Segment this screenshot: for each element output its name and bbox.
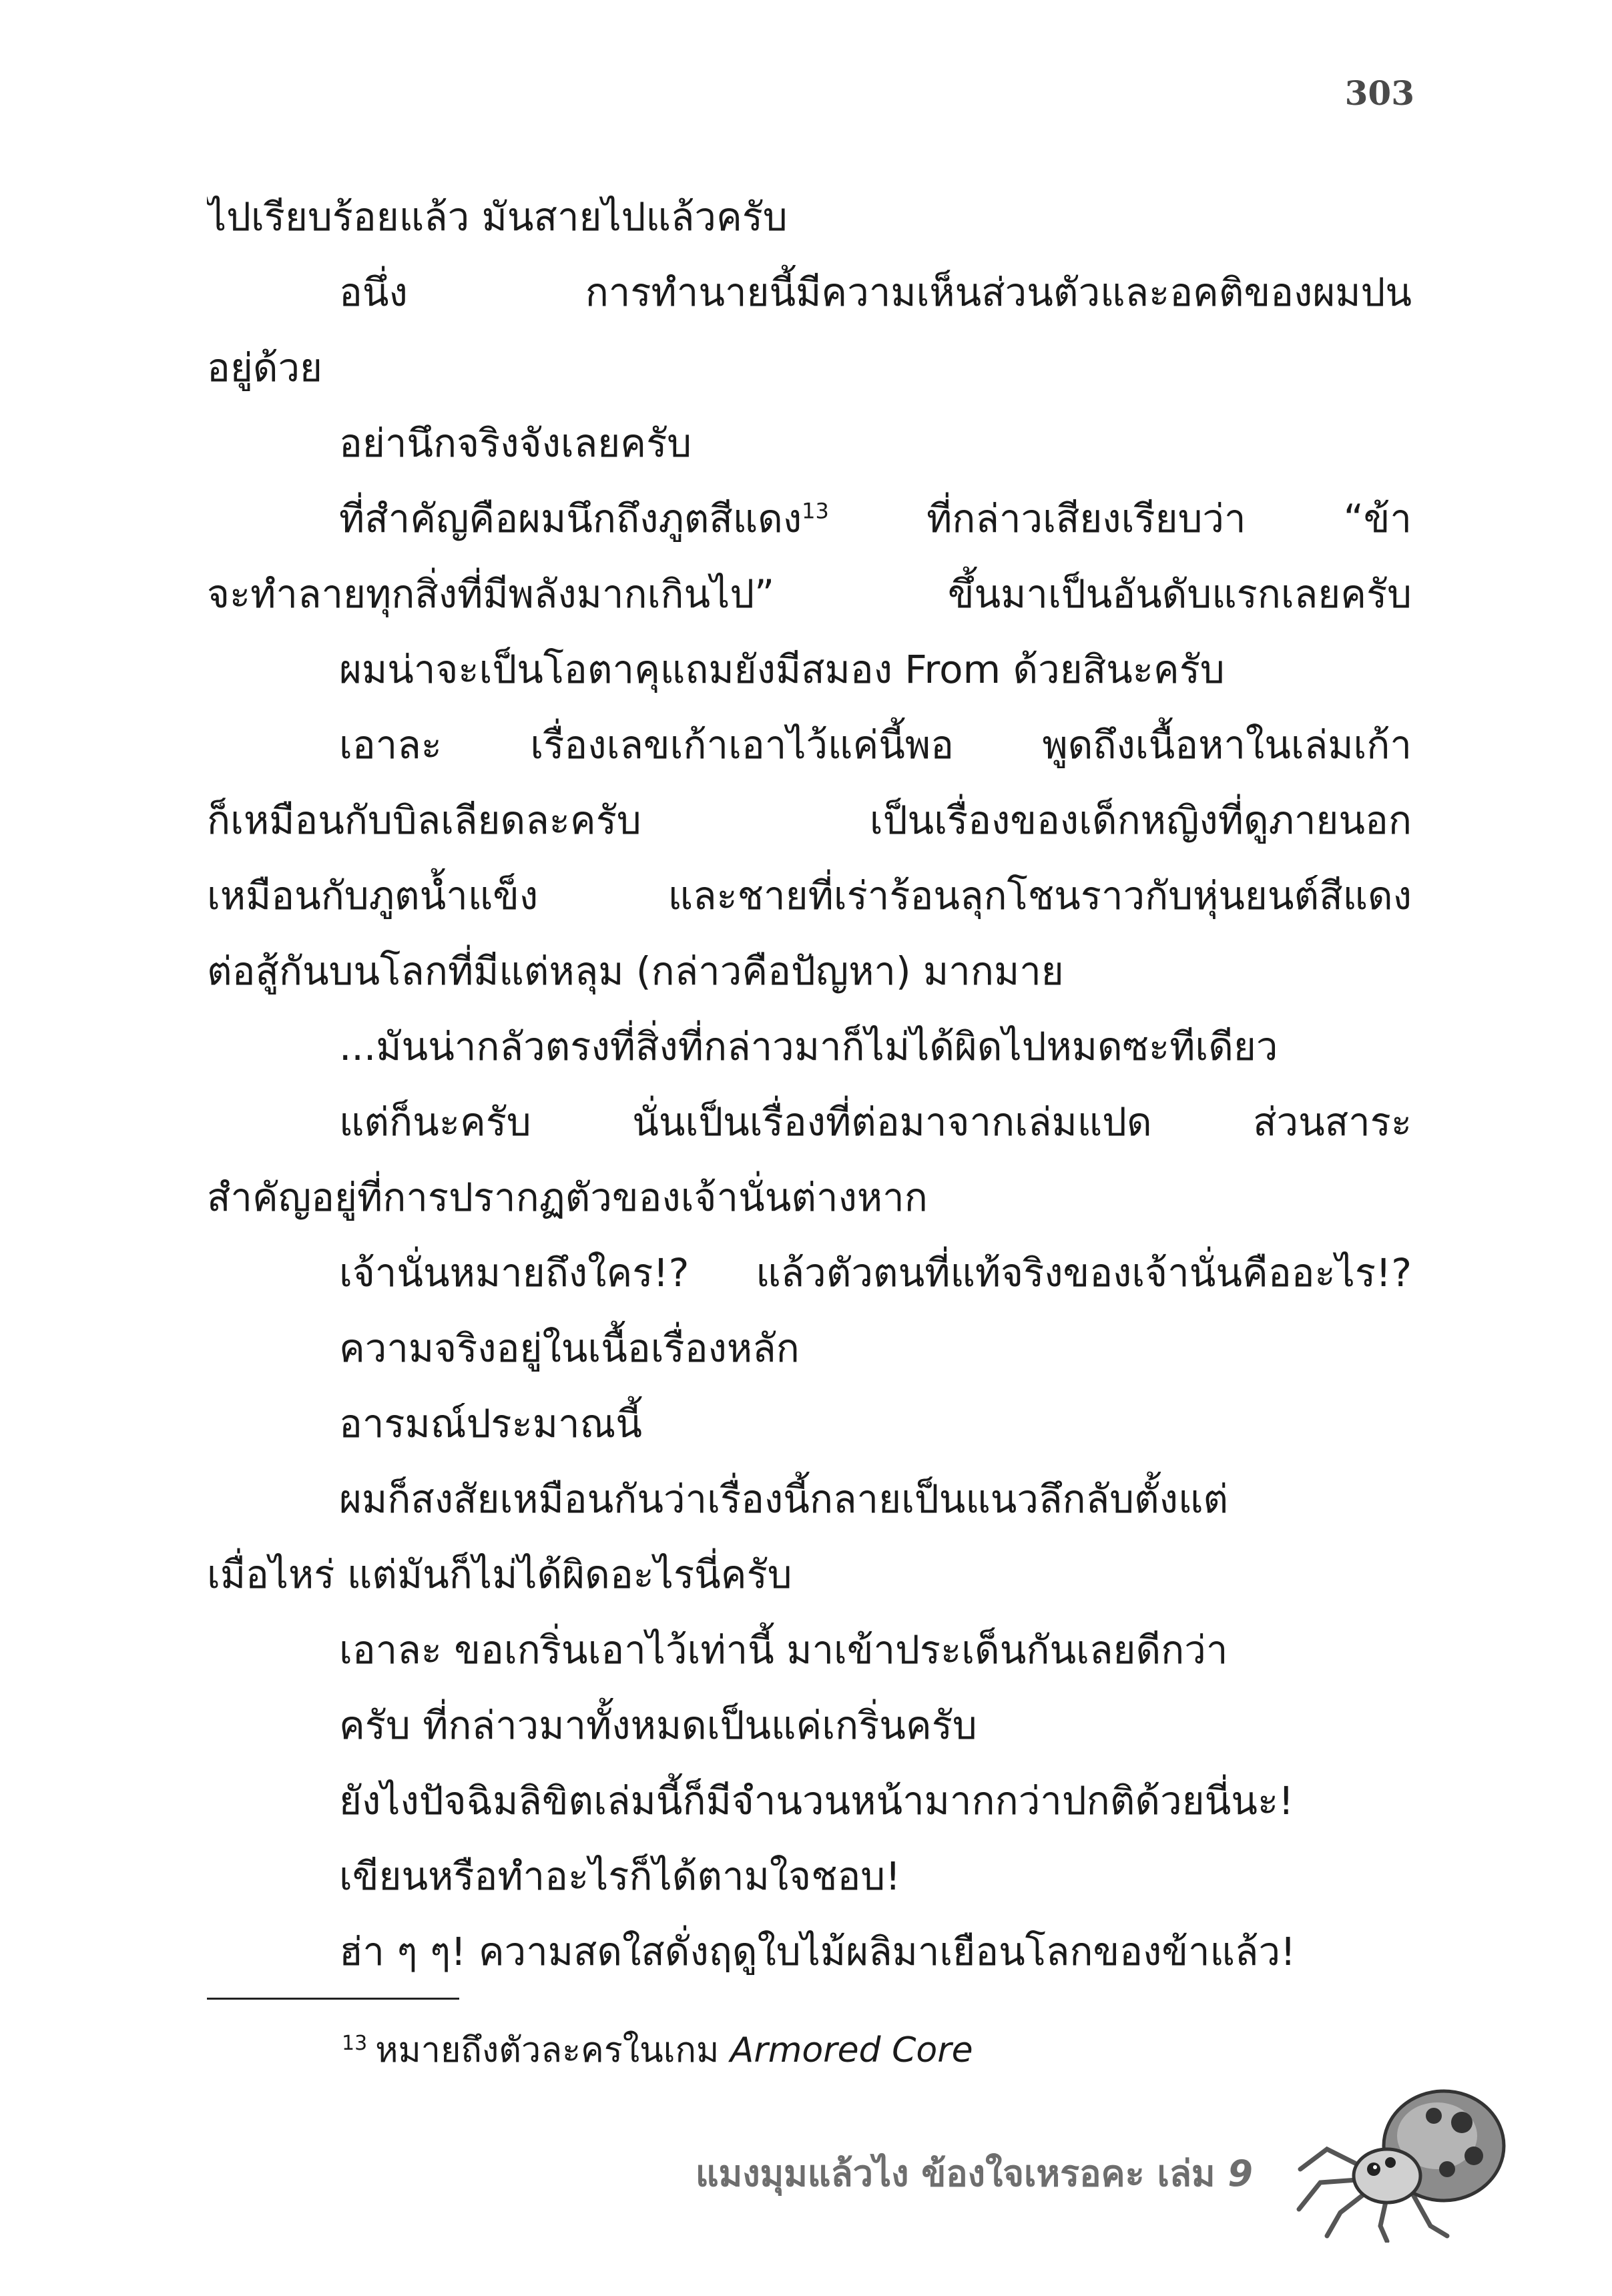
text-fragment: ที่สำคัญคือผมนึกถึงภูตสีแดง bbox=[339, 496, 802, 541]
text-line: ความจริงอยู่ในเนื้อเรื่องหลัก bbox=[339, 1326, 800, 1371]
book-title: แมงมุมแล้วไง ข้องใจเหรอคะ เล่ม bbox=[695, 2152, 1228, 2195]
text-line: ต่อสู้กันบนโลกที่มีแต่หลุม (กล่าวคือปัญหา) มากมาย bbox=[207, 948, 1064, 994]
text-line: เขียนหรือทำอะไรก็ได้ตามใจชอบ! bbox=[339, 1853, 901, 1899]
text-fragment: ที่กล่าวเสียงเรียบว่า “ข้า bbox=[926, 496, 1412, 541]
text-line: เอาละ เรื่องเลขเก้าเอาไว้แค่นี้พอ พูดถึงเนื้อหาในเล่มเก้า bbox=[339, 722, 1412, 768]
footnote-game-title: Armored Core bbox=[730, 2030, 973, 2070]
text-line: แต่ก็นะครับ นั่นเป็นเรื่องที่ต่อมาจากเล่มแปด ส่วนสาระ bbox=[339, 1099, 1412, 1145]
text-line: เอาละ ขอเกริ่นเอาไว้เท่านี้ มาเข้าประเด็นกันเลยดีกว่า bbox=[339, 1627, 1228, 1673]
footnote-reference[interactable]: 13 bbox=[802, 498, 829, 524]
footnote-divider bbox=[207, 1998, 459, 2000]
text-line: อย่านึกจริงจังเลยครับ bbox=[339, 420, 692, 466]
text-line: เมื่อไหร่ แต่มันก็ไม่ได้ผิดอะไรนี่ครับ bbox=[207, 1552, 792, 1597]
text-line: เหมือนกับภูตน้ำแข็ง และชายที่เร่าร้อนลุกโชนราวกับหุ่นยนต์สีแดง bbox=[207, 873, 1412, 918]
text-line: เจ้านั่นหมายถึงใคร!? แล้วตัวตนที่แท้จริงของเจ้านั่นคืออะไร!? bbox=[339, 1250, 1412, 1296]
spider-icon bbox=[1287, 2069, 1507, 2243]
text-line: ผมก็สงสัยเหมือนกันว่าเรื่องนี้กลายเป็นแนวลึกลับตั้งแต่ bbox=[339, 1476, 1229, 1522]
text-line-with-footnote bbox=[339, 489, 1412, 549]
text-line: ฮ่า ๆ ๆ! ความสดใสดั่งฤดูใบไม้ผลิมาเยือนโลกของข้าแล้ว! bbox=[339, 1929, 1296, 1974]
running-footer bbox=[696, 2144, 1253, 2202]
text-line: ผมน่าจะเป็นโอตาคุแถมยังมีสมอง From ด้วยสินะครับ bbox=[339, 647, 1225, 692]
text-line: สำคัญอยู่ที่การปรากฏตัวของเจ้านั่นต่างหาก bbox=[207, 1175, 928, 1220]
page-number: 303 bbox=[1344, 73, 1414, 113]
text-line: อนึ่ง การทำนายนี้มีความเห็นส่วนตัวและอคติของผมปน bbox=[339, 270, 1412, 315]
text-line: อารมณ์ประมาณนี้ bbox=[339, 1401, 642, 1446]
footnote-text: หมายถึงตัวละครในเกม bbox=[375, 2030, 730, 2070]
text-line: ...มันน่ากลัวตรงที่สิ่งที่กล่าวมาก็ไม่ได้ผิดไปหมดซะทีเดียว bbox=[339, 1024, 1278, 1069]
text-line: ยังไงปัจฉิมลิขิตเล่มนี้ก็มีจำนวนหน้ามากกว่าปกติด้วยนี่นะ! bbox=[339, 1778, 1294, 1823]
text-line: อยู่ด้วย bbox=[207, 345, 323, 390]
text-line: จะทำลายทุกสิ่งที่มีพลังมากเกินไป” ขึ้นมาเป็นอันดับแรกเลยครับ bbox=[207, 571, 1412, 617]
text-line: ก็เหมือนกับบิลเลียดละครับ เป็นเรื่องของเด็กหญิงที่ดูภายนอก bbox=[207, 798, 1412, 843]
text-line: ครับ ที่กล่าวมาทั้งหมดเป็นแค่เกริ่นครับ bbox=[339, 1703, 977, 1748]
volume-number: 9 bbox=[1228, 2152, 1253, 2195]
footnote-number: 13 bbox=[342, 2031, 368, 2055]
footnote bbox=[342, 2024, 973, 2077]
text-line: ไปเรียบร้อยแล้ว มันสายไปแล้วครับ bbox=[207, 194, 788, 240]
